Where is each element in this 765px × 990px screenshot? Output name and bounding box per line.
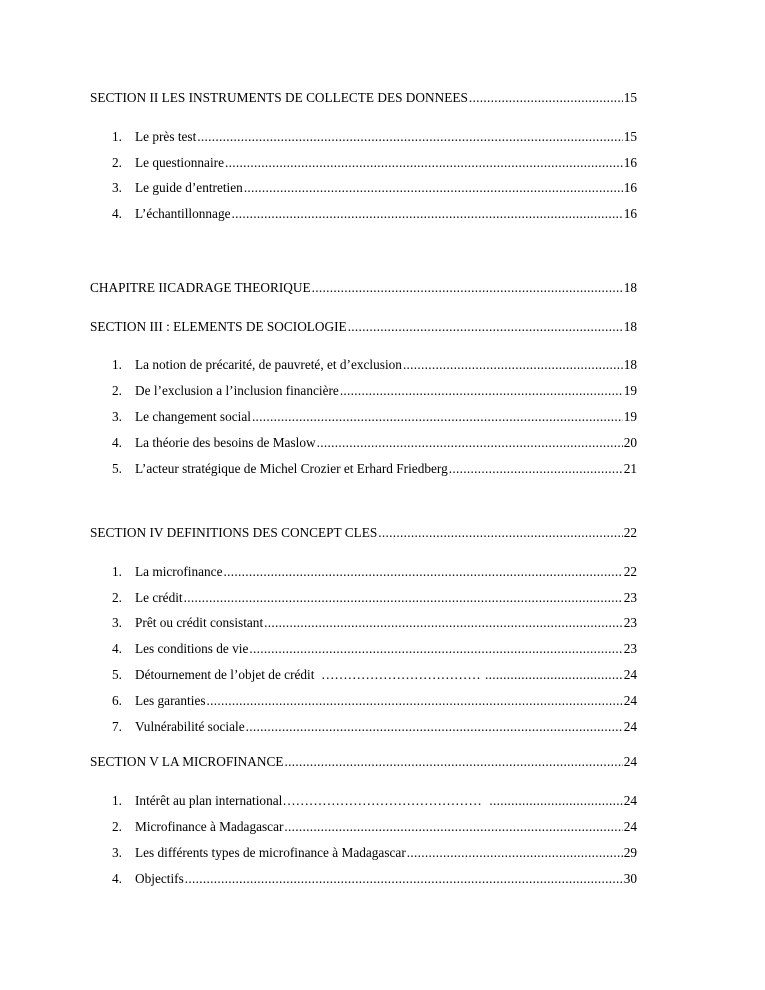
toc-item-title: Les différents types de microfinance à Madagascar	[135, 845, 406, 860]
toc-leader-dots	[225, 154, 623, 172]
toc-section-2[interactable]	[90, 89, 637, 107]
toc-item[interactable]	[112, 692, 637, 710]
toc-item[interactable]	[112, 128, 637, 146]
toc-item[interactable]	[112, 154, 637, 172]
toc-item-number: 1.	[112, 357, 122, 372]
toc-item[interactable]	[112, 179, 637, 197]
toc-leader-dots	[264, 614, 623, 632]
toc-chapter-2[interactable]	[90, 279, 637, 297]
toc-leader-dots	[284, 753, 622, 771]
toc-item-title: Les garanties	[135, 693, 206, 708]
toc-page-number: 23	[623, 641, 637, 656]
toc-item-number: 2.	[112, 383, 122, 398]
toc-item-title: Détournement de l’objet de crédit	[135, 667, 315, 682]
toc-item[interactable]	[112, 640, 637, 658]
toc-page-number: 19	[623, 383, 637, 398]
toc-entry-title: SECTION III : ELEMENTS DE SOCIOLOGIE	[90, 319, 347, 334]
toc-item[interactable]	[112, 666, 637, 684]
toc-leader-dots	[340, 382, 623, 400]
toc-page-number: 24	[623, 719, 637, 734]
toc-item-title: Le crédit	[135, 590, 183, 605]
toc-leader-dots	[244, 179, 623, 197]
toc-item[interactable]	[112, 434, 637, 452]
toc-leader-dots	[207, 692, 623, 710]
toc-item-number: 6.	[112, 693, 122, 708]
toc-item-number: 2.	[112, 819, 122, 834]
toc-page-number: 22	[623, 564, 637, 579]
toc-item-title: Les conditions de vie	[135, 641, 249, 656]
toc-leader-dots	[489, 792, 622, 810]
toc-leader-dots	[185, 870, 623, 888]
toc-item-number: 5.	[112, 461, 122, 476]
toc-item-title: L’acteur stratégique de Michel Crozier et Erhard Friedberg	[135, 461, 448, 476]
toc-item[interactable]	[112, 870, 637, 888]
toc-item-number: 1.	[112, 129, 122, 144]
toc-page-number: 16	[623, 180, 637, 195]
toc-leader-dots	[252, 408, 623, 426]
toc-page-number: 29	[623, 845, 637, 860]
toc-leader-dots	[348, 318, 623, 336]
toc-page-number: 18	[623, 280, 637, 295]
toc-page-number: 16	[623, 155, 637, 170]
toc-leader-dots	[485, 666, 623, 684]
toc-page-number: 24	[623, 819, 637, 834]
toc-item[interactable]	[112, 460, 637, 478]
toc-page-number: 16	[623, 206, 637, 221]
toc-page-number: 23	[623, 615, 637, 630]
toc-item[interactable]	[112, 718, 637, 736]
toc-item-title: Le guide d’entretien	[135, 180, 243, 195]
toc-item[interactable]	[112, 614, 637, 632]
toc-leader-dots	[184, 589, 623, 607]
toc-leader-dots	[224, 563, 623, 581]
toc-item-title: La microfinance	[135, 564, 223, 579]
toc-item-title: Intérêt au plan international	[135, 793, 283, 808]
toc-page-number: 24	[623, 793, 637, 808]
toc-leader-dots	[246, 718, 623, 736]
toc-page-number: 18	[623, 357, 637, 372]
toc-page-number: 15	[623, 129, 637, 144]
toc-section-5[interactable]	[90, 753, 637, 771]
toc-leader-dots	[312, 279, 623, 297]
toc-item-number: 3.	[112, 845, 122, 860]
toc-item[interactable]	[112, 844, 637, 862]
toc-item-number: 1.	[112, 793, 122, 808]
toc-page-number: 23	[623, 590, 637, 605]
toc-item-ellipsis: ………………………………………	[282, 793, 489, 808]
toc-item-number: 4.	[112, 641, 122, 656]
toc-leader-dots	[403, 356, 623, 374]
toc-item[interactable]	[112, 356, 637, 374]
toc-page-number: 30	[623, 871, 637, 886]
toc-entry-title: SECTION II LES INSTRUMENTS DE COLLECTE DES DONNEES	[90, 90, 468, 105]
toc-leader-dots	[284, 818, 622, 836]
toc-page-number: 15	[623, 90, 637, 105]
toc-entry-title: SECTION V LA MICROFINANCE	[90, 754, 284, 769]
toc-item-title: La notion de précarité, de pauvreté, et d’exclusion	[135, 357, 402, 372]
toc-page-number: 19	[623, 409, 637, 424]
toc-item-number: 7.	[112, 719, 122, 734]
toc-item-number: 4.	[112, 206, 122, 221]
toc-item-number: 3.	[112, 615, 122, 630]
toc-item[interactable]	[112, 563, 637, 581]
toc-leader-dots	[232, 205, 623, 223]
toc-section-3[interactable]	[90, 318, 637, 336]
toc-page-number: 24	[623, 667, 637, 682]
toc-item-number: 2.	[112, 590, 122, 605]
toc-page-number: 21	[623, 461, 637, 476]
toc-leader-dots	[317, 434, 623, 452]
toc-item[interactable]	[112, 792, 637, 810]
toc-leader-dots	[197, 128, 622, 146]
toc-item-number: 5.	[112, 667, 122, 682]
toc-page-number: 20	[623, 435, 637, 450]
toc-leader-dots	[249, 640, 622, 658]
toc-item[interactable]	[112, 205, 637, 223]
toc-page-number: 18	[623, 319, 637, 334]
toc-item-title: Prêt ou crédit consistant	[135, 615, 264, 630]
toc-item-ellipsis: ………………………………	[314, 667, 484, 682]
toc-item[interactable]	[112, 408, 637, 426]
toc-item[interactable]	[112, 589, 637, 607]
toc-leader-dots	[378, 524, 622, 542]
toc-item-number: 4.	[112, 871, 122, 886]
toc-page-number: 24	[623, 754, 637, 769]
toc-item-number: 2.	[112, 155, 122, 170]
toc-entry-title: CHAPITRE IICADRAGE THEORIQUE	[90, 280, 311, 295]
toc-item[interactable]	[112, 382, 637, 400]
toc-item-number: 3.	[112, 180, 122, 195]
toc-section-4[interactable]	[90, 524, 637, 542]
toc-entry-title: SECTION IV DEFINITIONS DES CONCEPT CLES	[90, 525, 378, 540]
toc-item-number: 3.	[112, 409, 122, 424]
toc-page-number: 24	[623, 693, 637, 708]
toc-item-title: Vulnérabilité sociale	[135, 719, 245, 734]
toc-item-title: Objectifs	[135, 871, 184, 886]
toc-item-title: Microfinance à Madagascar	[135, 819, 284, 834]
toc-leader-dots	[407, 844, 623, 862]
toc-item-number: 4.	[112, 435, 122, 450]
toc-item-number: 1.	[112, 564, 122, 579]
toc-item[interactable]	[112, 818, 637, 836]
toc-item-title: Le changement social	[135, 409, 251, 424]
toc-item-title: L’échantillonnage	[135, 206, 231, 221]
toc-leader-dots	[449, 460, 623, 478]
toc-item-title: La théorie des besoins de Maslow	[135, 435, 316, 450]
toc-leader-dots	[469, 89, 623, 107]
toc-item-title: Le questionnaire	[135, 155, 224, 170]
toc-item-title: De l’exclusion a l’inclusion financière	[135, 383, 339, 398]
toc-page-number: 22	[623, 525, 637, 540]
toc-item-title: Le près test	[135, 129, 197, 144]
